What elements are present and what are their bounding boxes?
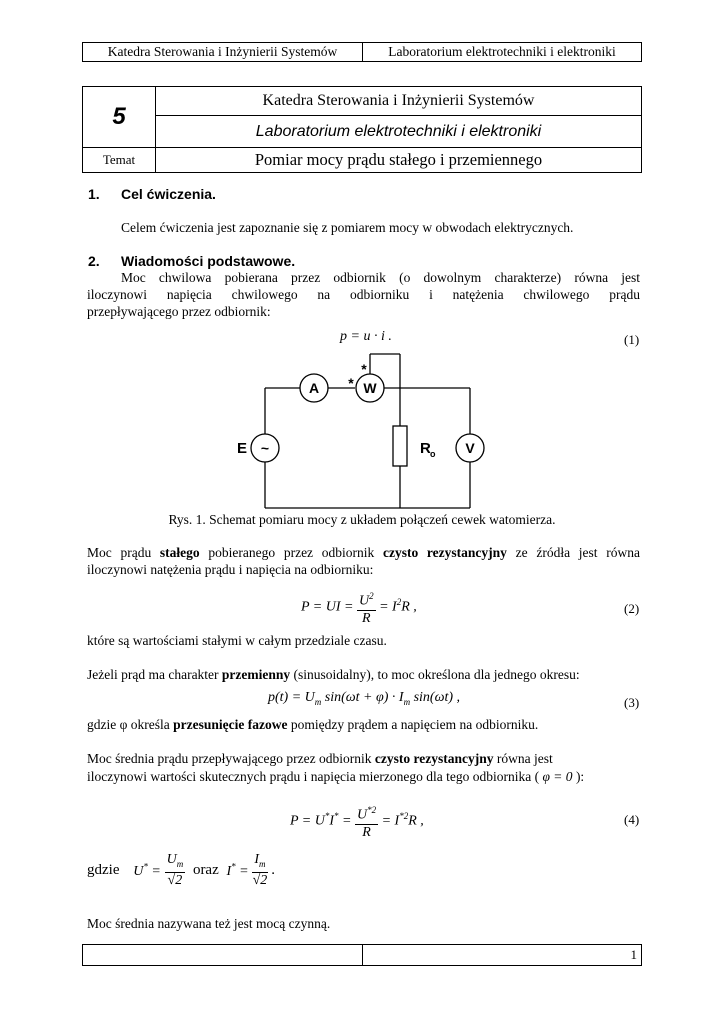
section2-heading: Wiadomości podstawowe.	[121, 253, 296, 269]
source-symbol: ~	[260, 440, 270, 456]
section1-heading: Cel ćwiczenia.	[121, 186, 216, 202]
wattmeter-star-left: *	[348, 375, 354, 391]
wattmeter-label: W	[363, 380, 377, 396]
topic-label: Temat	[83, 148, 156, 173]
circuit-diagram	[230, 350, 500, 515]
para-phi: gdzie φ określa przesunięcie fazowe pomiędzy prądem a napięciem na odbiorniku.	[87, 717, 539, 732]
para-constant: które są wartościami stałymi w całym przedziale czasu.	[87, 633, 387, 648]
title-block	[82, 86, 642, 173]
para-final: Moc średnia nazywana też jest mocą czynną.	[87, 916, 331, 931]
lab-name: Laboratorium elektrotechniki i elektroniki	[156, 116, 642, 148]
section1-number: 1.	[88, 186, 100, 202]
source-label: E	[236, 440, 248, 457]
section2-line1: Moc chwilowa pobierana przez odbiornik (o dowolnym charakterze) równa jest	[121, 270, 640, 285]
para-ac: Jeżeli prąd ma charakter przemienny (sinusoidalny), to moc określona dla jednego okresu:	[87, 667, 580, 682]
para-avg-line1: Moc średnia prądu przepływającego przez odbiornik czysto rezystancyjny równa jest	[87, 751, 553, 766]
dept-name: Katedra Sterowania i Inżynierii Systemów	[156, 87, 642, 116]
equation-2-label: (2)	[624, 601, 640, 616]
equation-1: p = u · i .	[340, 329, 392, 344]
page-footer	[82, 944, 642, 966]
section2-number: 2.	[88, 253, 100, 269]
page-number: 1	[363, 945, 642, 966]
figure-caption: Rys. 1. Schemat pomiaru mocy z układem połączeń cewek watomierza.	[168, 512, 556, 527]
equation-2: P = UI = $\frac{U^2}{R}$ = $I^2R$ ,	[301, 588, 417, 627]
para-avg-line2: iloczynowi wartości skutecznych prądu i napięcia mierzonego dla tego odbiornika ( φ = 0 ):	[87, 769, 585, 784]
para-dc-line1: Moc prądu stałego pobieranego przez odbiornik czysto rezystancyjny ze źródła jest równa	[87, 545, 640, 560]
section2-line3: przepływającego przez odbiornik:	[87, 304, 271, 319]
equation-4: P = U*I* = $\frac{U^{*2}}{R}$ = $I^{*2}R$ ,	[290, 802, 424, 841]
equation-4-label: (4)	[624, 812, 640, 827]
voltmeter-label: V	[465, 440, 475, 456]
resistor-label: R	[420, 440, 431, 457]
running-header-left: Katedra Sterowania i Inżynierii Systemów	[83, 43, 363, 62]
definitions: gdzie U* = $\frac{U_m}{√2}$ oraz I* = $\frac{I_m}{√2}$ .	[87, 852, 276, 888]
topic: Pomiar mocy prądu stałego i przemiennego	[156, 148, 642, 173]
section1-text: Celem ćwiczenia jest zapoznanie się z pomiarem mocy w obwodach elektrycznych.	[121, 220, 574, 235]
equation-1-label: (1)	[624, 332, 640, 347]
lab-number: 5	[83, 87, 156, 148]
equation-3: $p(t) = U_m$ $\sin(\omega t + \varphi) \cdot I_m$ sin(ωt) ,	[268, 690, 461, 707]
ammeter-label: A	[308, 380, 320, 396]
equation-3-label: (3)	[624, 695, 640, 710]
resistor-ro	[393, 426, 407, 466]
resistor-subscript: o	[430, 449, 436, 459]
running-header	[82, 42, 642, 62]
wattmeter-star-top: *	[361, 361, 367, 377]
running-header-right: Laboratorium elektrotechniki i elektroniki	[363, 43, 642, 62]
para-dc-line2: iloczynowi natężenia prądu i napięcia na odbiorniku:	[87, 562, 374, 577]
section2-line2: iloczynowi napięcia chwilowego na odbiorniku i natężenia chwilowego prądu	[87, 287, 640, 302]
